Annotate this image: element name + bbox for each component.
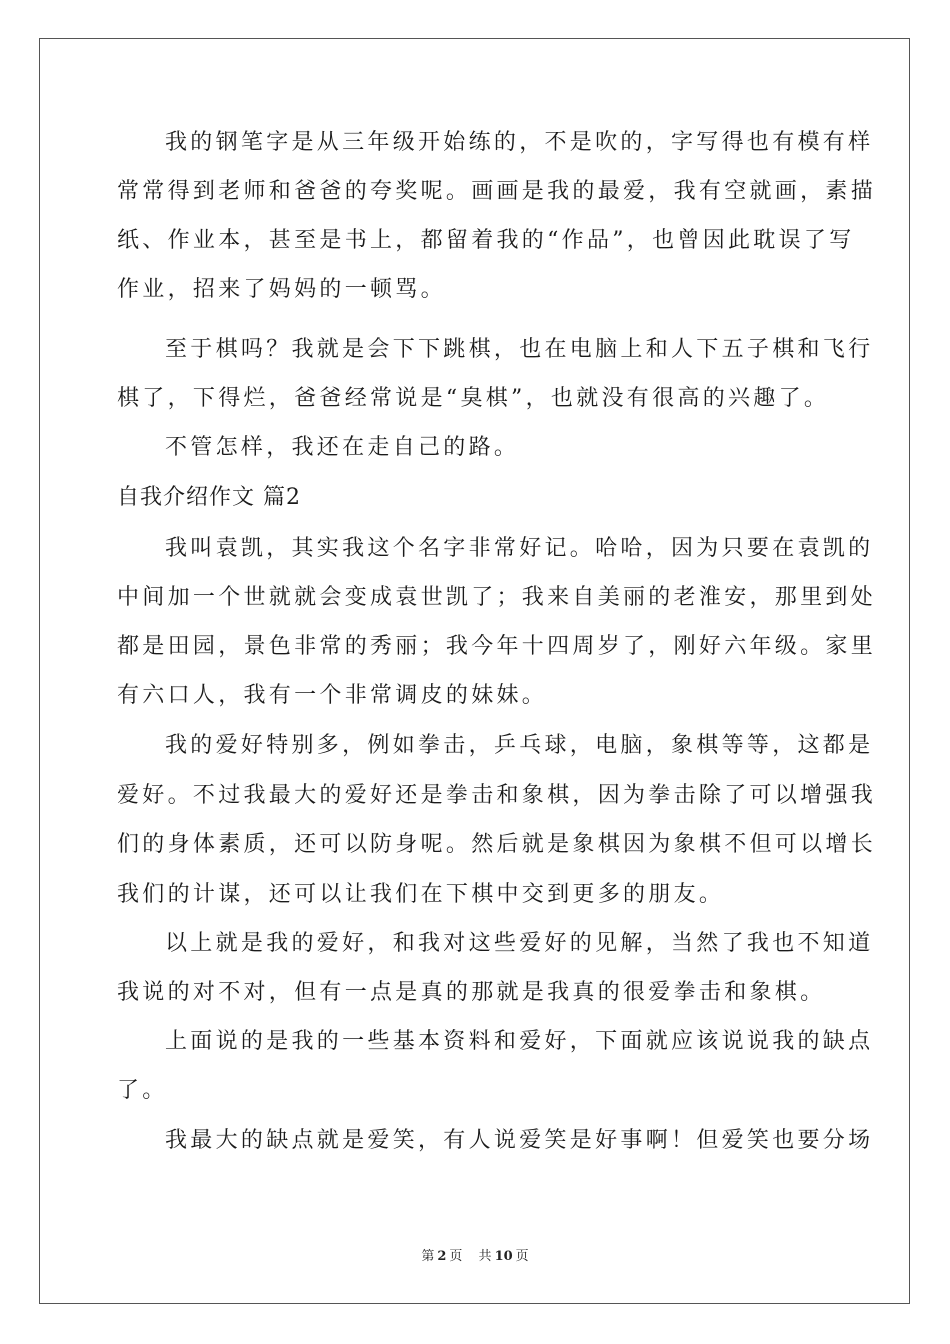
text-line: 纸、作业本，甚至是书上，都留着我的“作品”，也曾因此耽误了写 [117, 228, 855, 253]
page-footer [0, 1245, 950, 1264]
text-line: 都是田园，景色非常的秀丽；我今年十四周岁了，刚好六年级。家里 [117, 634, 877, 659]
total-suffix: 页 [515, 1249, 529, 1264]
text-line: 爱好。不过我最大的爱好还是拳击和象棋，因为拳击除了可以增强我 [117, 783, 877, 808]
page-indicator [418, 1249, 465, 1264]
page-suffix: 页 [449, 1249, 463, 1264]
section-heading: 自我介绍作文 篇2 [117, 485, 301, 510]
text-line: 不管怎样，我还在走自己的路。 [165, 435, 520, 460]
page-prefix: 第 [421, 1249, 435, 1264]
text-line: 我叫袁凯，其实我这个名字非常好记。哈哈，因为只要在袁凯的 [165, 536, 874, 561]
total-indicator [476, 1249, 532, 1264]
text-line: 至于棋吗？我就是会下下跳棋，也在电脑上和人下五子棋和飞行 [165, 337, 874, 362]
total-pages: 10 [494, 1249, 513, 1264]
page-number: 2 [437, 1249, 447, 1264]
text-line: 棋了，下得烂，爸爸经常说是“臭棋”，也就没有很高的兴趣了。 [117, 386, 830, 411]
total-prefix: 共 [478, 1249, 492, 1264]
text-line: 我最大的缺点就是爱笑，有人说爱笑是好事啊！但爱笑也要分场 [165, 1128, 874, 1153]
text-line: 我说的对不对，但有一点是真的那就是我真的很爱拳击和象棋。 [117, 980, 826, 1005]
text-line: 作业，招来了妈妈的一顿骂。 [117, 277, 446, 302]
text-line: 上面说的是我的一些基本资料和爱好，下面就应该说说我的缺点 [165, 1029, 874, 1054]
text-line: 们的身体素质，还可以防身呢。然后就是象棋因为象棋不但可以增长 [117, 832, 877, 857]
text-line: 中间加一个世就就会变成袁世凯了；我来自美丽的老淮安，那里到处 [117, 585, 877, 610]
text-line: 我们的计谋，还可以让我们在下棋中交到更多的朋友。 [117, 882, 725, 907]
text-line: 我的钢笔字是从三年级开始练的，不是吹的，字写得也有模有样 [165, 130, 874, 155]
text-line: 以上就是我的爱好，和我对这些爱好的见解，当然了我也不知道 [165, 931, 874, 956]
text-line: 了。 [117, 1078, 168, 1103]
text-line: 有六口人，我有一个非常调皮的妹妹。 [117, 683, 548, 708]
text-line: 我的爱好特别多，例如拳击，乒乓球，电脑，象棋等等，这都是 [165, 733, 874, 758]
text-line: 常常得到老师和爸爸的夸奖呢。画画是我的最爱，我有空就画，素描 [117, 179, 877, 204]
